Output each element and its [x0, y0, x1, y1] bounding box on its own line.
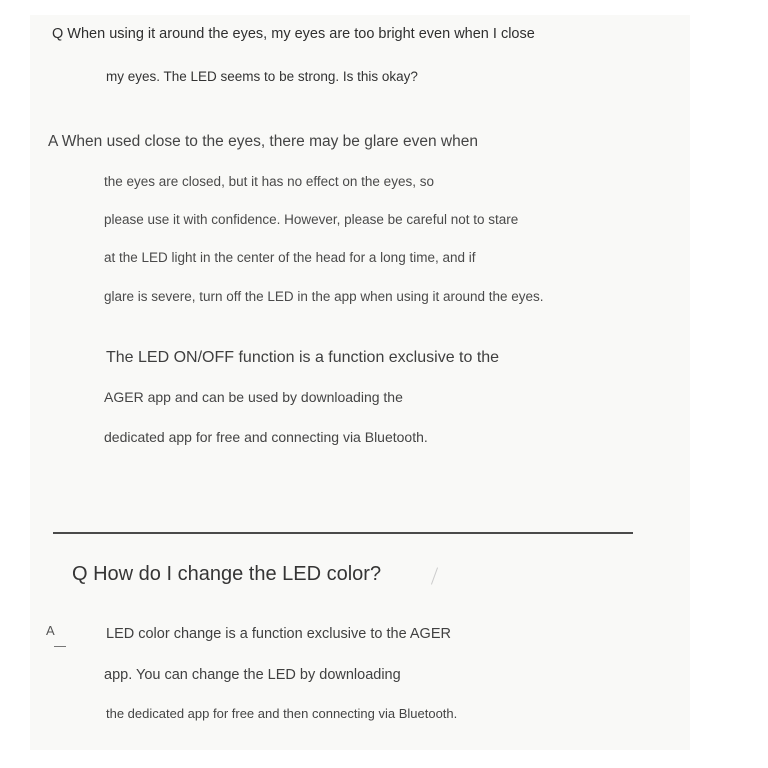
faq1-answer-line-5: glare is severe, turn off the LED in the app when using it around the eyes.	[104, 289, 544, 304]
faq1-note-line-1: The LED ON/OFF function is a function exclusive to the	[106, 349, 500, 366]
faq1-answer-line-2: the eyes are closed, but it has no effect on the eyes, so	[104, 174, 434, 189]
faq1-note-line-3: dedicated app for free and connecting via Bluetooth.	[104, 429, 428, 445]
faq1-question-line-2: my eyes. The LED seems to be strong. Is this okay?	[106, 69, 418, 84]
faq1-answer-line-4: at the LED light in the center of the head for a long time, and if	[104, 250, 476, 265]
faq2-answer-label: A	[46, 623, 55, 638]
faq2-question: Q How do I change the LED color?	[72, 563, 382, 585]
faq1-question-line-1: Q When using it around the eyes, my eyes are too bright even when I close	[52, 26, 535, 42]
faq2-answer-line-3: the dedicated app for free and then connecting via Bluetooth.	[106, 706, 458, 721]
faq1-answer-line-1: A When used close to the eyes, there may be glare even when	[48, 133, 478, 150]
faq2-answer-line-1: LED color change is a function exclusive to the AGER	[106, 626, 451, 642]
section-divider	[53, 532, 633, 534]
faq1-answer-line-3: please use it with confidence. However, please be careful not to stare	[104, 212, 519, 227]
answer-label-underline	[54, 646, 66, 647]
faq1-note-line-2: AGER app and can be used by downloading the	[104, 389, 403, 405]
faq2-answer-line-2: app. You can change the LED by downloading	[104, 667, 401, 683]
